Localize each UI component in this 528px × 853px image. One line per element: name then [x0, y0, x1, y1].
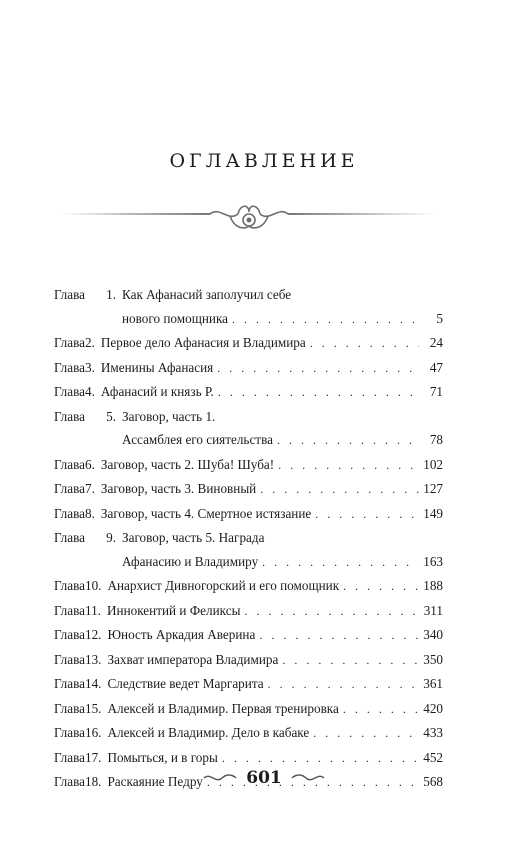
chapter-title: Афанасию и Владимиру: [122, 553, 259, 569]
page-ref: 350: [423, 651, 443, 667]
toc-line: [54, 453, 443, 478]
chapter-word: Глава: [54, 651, 85, 667]
chapter-title: Раскаяние Педру: [107, 774, 203, 789]
toc-line: [54, 526, 443, 550]
chapter-word: Глава: [54, 578, 85, 593]
toc-line: [54, 623, 443, 648]
chapter-word: Глава: [54, 676, 85, 691]
page-ref: 340: [423, 627, 443, 642]
dot-leader: [278, 649, 419, 673]
chapter-number: 1.: [106, 287, 116, 302]
chapter-number: 10.: [84, 578, 102, 593]
dot-leader: [228, 308, 419, 332]
chapter-number: 3.: [84, 359, 95, 375]
page-ref: 78: [429, 432, 443, 447]
chapter-title: нового помощника: [122, 310, 229, 326]
chapter-number: 17.: [84, 749, 102, 765]
dot-leader: [264, 673, 419, 697]
ornament-divider: [60, 200, 438, 240]
toc-line: [54, 648, 443, 673]
chapter-word: Глава: [54, 530, 85, 545]
chapter-title: Заговор, часть 5. Награда: [122, 530, 265, 545]
page-ref: 47: [429, 359, 443, 375]
toc-entry: [54, 405, 443, 453]
chapter-title: Захват императора Владимира: [107, 651, 279, 667]
dot-leader: [339, 575, 419, 599]
toc-entry: [54, 623, 443, 648]
chapter-word: Глава: [54, 627, 85, 642]
toc-entry: [54, 746, 443, 771]
chapter-number: 13.: [84, 651, 102, 667]
chapter-title: Анархист Дивногорский и его помощник: [107, 578, 340, 593]
toc-entry: [54, 477, 443, 502]
dot-leader: [339, 698, 419, 722]
dot-leader: [273, 429, 419, 453]
page-ref: 102: [423, 456, 443, 472]
page-ref: 149: [423, 505, 443, 521]
chapter-title: Заговор, часть 3. Виновный: [100, 481, 257, 496]
page-ref: 163: [423, 553, 443, 569]
page-ref: 452: [423, 749, 443, 765]
dot-leader: [306, 332, 419, 356]
chapter-word: Глава: [54, 725, 85, 740]
chapter-number: 8.: [84, 505, 95, 521]
chapter-word: Глава: [54, 456, 85, 472]
chapter-title: Как Афанасий заполучил себе: [122, 287, 292, 302]
toc-line: [54, 307, 443, 332]
toc-line: [54, 550, 443, 575]
chapter-number: 16.: [84, 725, 102, 740]
toc-entry: [54, 721, 443, 746]
dot-leader: [214, 381, 419, 405]
chapter-word: Глава: [54, 408, 85, 424]
chapter-title: Первое дело Афанасия и Владимира: [100, 335, 306, 350]
chapter-word: Глава: [54, 700, 85, 716]
toc-line: [54, 331, 443, 356]
dot-leader: [240, 600, 419, 624]
toc-entry: [54, 380, 443, 405]
dot-leader: [218, 747, 419, 771]
toc-entry: [54, 283, 443, 331]
chapter-number: 11.: [84, 602, 101, 618]
page-ref: 188: [423, 578, 443, 593]
toc-line: [54, 380, 443, 405]
chapter-number: 4.: [84, 384, 95, 399]
chapter-word: Глава: [54, 384, 85, 399]
toc-line: [54, 428, 443, 453]
chapter-word: Глава: [54, 774, 85, 789]
chapter-word: Глава: [54, 505, 85, 521]
page-ref: 24: [429, 335, 443, 350]
page-title: ОГЛАВЛЕНИЕ: [169, 150, 359, 172]
chapter-title: Ассамблея его сиятельства: [122, 432, 273, 447]
chapter-title: Иннокентий и Феликсы: [106, 602, 241, 618]
toc-entry: [54, 453, 443, 478]
chapter-number: 18.: [84, 774, 102, 789]
chapter-title: Заговор, часть 1.: [122, 408, 216, 424]
toc-entry: [54, 648, 443, 673]
page-ref: 420: [423, 700, 443, 716]
page-number: 601: [246, 768, 282, 788]
chapter-title: Юность Аркадия Аверина: [107, 627, 256, 642]
chapter-title: Заговор, часть 2. Шуба! Шуба!: [100, 456, 275, 472]
toc-entry: [54, 502, 443, 527]
toc-entry: [54, 356, 443, 381]
chapter-title: Алексей и Владимир. Первая тренировка: [107, 700, 339, 716]
toc-line: [54, 599, 443, 624]
chapter-number: 5.: [106, 408, 116, 424]
chapter-title: Именины Афанасия: [100, 359, 214, 375]
toc-entry: [54, 672, 443, 697]
chapter-number: 15.: [84, 700, 102, 716]
dot-leader: [255, 624, 419, 648]
footer-right-ornament-icon: [290, 772, 326, 784]
chapter-word: Глава: [54, 481, 85, 496]
chapter-word: Глава: [54, 749, 85, 765]
toc-entry: [54, 574, 443, 599]
toc-line: [54, 502, 443, 527]
ornament-left-line: [62, 213, 210, 215]
chapter-title: Афанасий и князь Р.: [100, 384, 214, 399]
toc-line: [54, 746, 443, 771]
chapter-number: 2.: [84, 335, 95, 350]
chapter-title: Следствие ведет Маргарита: [107, 676, 264, 691]
toc-line: [54, 283, 443, 307]
chapter-word: Глава: [54, 287, 85, 302]
chapter-word: Глава: [54, 335, 85, 350]
toc-line: [54, 574, 443, 599]
chapter-number: 7.: [84, 481, 95, 496]
chapter-number: 9.: [106, 530, 116, 545]
dot-leader: [256, 478, 419, 502]
dot-leader: [213, 357, 419, 381]
chapter-title: Алексей и Владимир. Дело в кабаке: [107, 725, 310, 740]
toc-entry: [54, 331, 443, 356]
dot-leader: [309, 722, 419, 746]
toc-line: [54, 697, 443, 722]
page-ref: 5: [436, 310, 443, 326]
page-ref: 127: [423, 481, 443, 496]
chapter-word: Глава: [54, 359, 85, 375]
page-ref: 311: [423, 602, 443, 618]
chapter-title: Помыться, и в горы: [107, 749, 218, 765]
toc-entry: [54, 526, 443, 574]
toc-line: [54, 477, 443, 502]
toc-line: [54, 672, 443, 697]
chapter-number: 12.: [84, 627, 102, 642]
toc-line: [54, 356, 443, 381]
ornament-right-line: [288, 213, 436, 215]
chapter-title: Заговор, часть 4. Смертное истязание: [100, 505, 312, 521]
chapter-number: 6.: [84, 456, 95, 472]
table-of-contents: [54, 283, 443, 795]
dot-leader: [274, 454, 419, 478]
page-ref: 71: [429, 384, 443, 399]
page-footer: [0, 768, 528, 788]
page-ref: 433: [423, 725, 443, 740]
toc-line: [54, 721, 443, 746]
page-ref: 568: [423, 774, 443, 789]
footer-left-ornament-icon: [202, 772, 238, 784]
page-ref: 361: [423, 676, 443, 691]
chapter-number: 14.: [84, 676, 102, 691]
toc-entry: [54, 599, 443, 624]
dot-leader: [311, 503, 419, 527]
dot-leader: [258, 551, 419, 575]
toc-line: [54, 405, 443, 429]
toc-entry: [54, 697, 443, 722]
chapter-word: Глава: [54, 602, 85, 618]
